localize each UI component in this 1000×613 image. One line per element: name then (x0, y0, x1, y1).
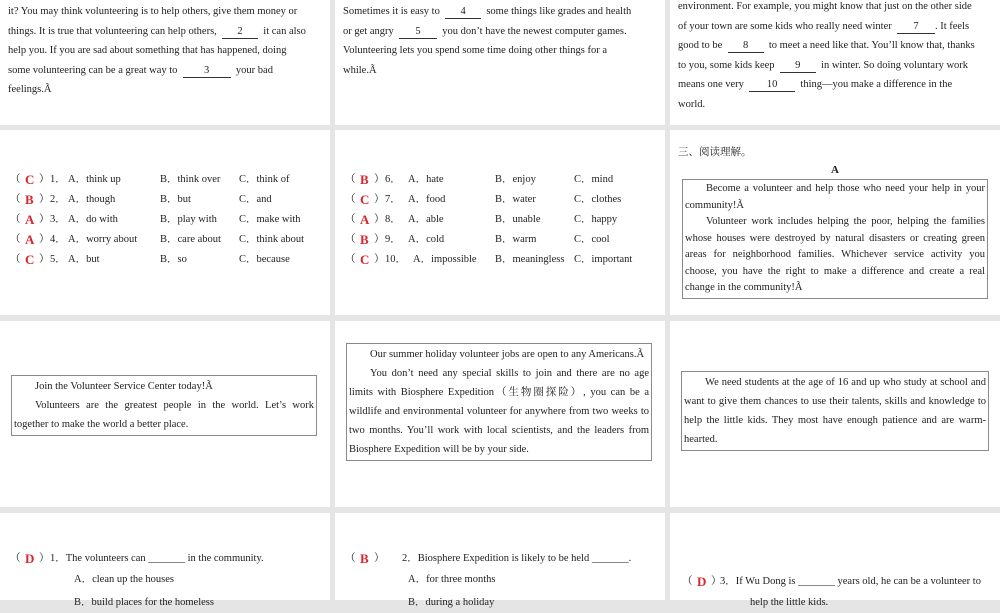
option-c[interactable]: C．mind (574, 174, 614, 185)
blank-9[interactable]: 9 (780, 59, 816, 73)
section-title: 三、阅读理解。 (678, 146, 752, 158)
option-b[interactable]: B．so (160, 254, 187, 265)
question-row: （ A ） 4． A．worry about B．care about C．think about (10, 230, 330, 250)
option-c[interactable]: C．think about (239, 234, 305, 245)
reading-panel-top (670, 130, 1000, 315)
question-text: 2．Biosphere Expedition is likely to be held _______. (402, 553, 632, 564)
cloze-options-panel-left (0, 130, 330, 315)
answer-mark: A (25, 212, 35, 227)
notice-box-2: Join the Volunteer Service Center today!Ã Volunteers are the greatest people in the world. Let’s work together to make the world a better place. (11, 375, 317, 436)
answer-mark: D (25, 551, 35, 566)
question-row: （ B ） 2．Biosphere Expedition is likely to be held _______. (345, 549, 665, 569)
question-text-line2: help the little kids. (750, 597, 829, 608)
option-a[interactable]: A．clean up the houses (74, 574, 175, 585)
option-c[interactable]: C．cool (574, 234, 610, 245)
option-b[interactable]: B．water (495, 194, 536, 205)
answer-mark: C (360, 252, 370, 267)
blank-4[interactable]: 4 (445, 5, 481, 19)
option-a[interactable]: A．worry about (68, 234, 138, 245)
question-row: （ A ） 8． A．able B．unable C．happy (345, 210, 665, 230)
question-panel-3 (670, 513, 1000, 608)
option-a[interactable]: A．though (68, 194, 116, 205)
option-a[interactable]: A．cold (408, 234, 445, 245)
option-c[interactable]: C．think of (239, 174, 290, 185)
option-b[interactable]: B．meaningless (495, 254, 565, 265)
blank-10[interactable]: 10 (749, 78, 795, 92)
passage-panel-1 (0, 0, 330, 125)
option-a[interactable]: A．do with (68, 214, 118, 225)
answer-mark: B (360, 172, 369, 187)
option-c[interactable]: C．make with (239, 214, 301, 225)
option-b[interactable]: B．unable (495, 214, 541, 225)
question-row: （ C ） 1． A．think up B．think over C．think of (10, 170, 330, 190)
option-c[interactable]: C．because (239, 254, 290, 265)
passage-panel-2 (335, 0, 665, 125)
answer-mark: A (25, 232, 35, 247)
option-a[interactable]: A．food (408, 194, 446, 205)
passage-paragraph-1: it? You may think volunteering is to help others, give them money or things. It is true that volunteering can help others, 2 it can also help you. If you are sad about something that has happened, doing some volunteering can be a great way to 3 your bad feelings.Ã (8, 6, 306, 95)
answer-mark: B (360, 232, 369, 247)
notice-panel-mid (335, 321, 665, 507)
blank-8[interactable]: 8 (728, 39, 764, 53)
answer-mark: C (25, 172, 35, 187)
question-row: （ D ） 3．If Wu Dong is _______ years old, he can be a volunteer to (682, 572, 1000, 592)
blank-3[interactable]: 3 (183, 64, 231, 78)
question-row: （ B ） 2． A．though B．but C．and (10, 190, 330, 210)
option-a[interactable]: A．for three months (408, 574, 496, 585)
option-a[interactable]: A．hate (408, 174, 444, 185)
blank-7[interactable]: 7 (897, 20, 935, 34)
option-c[interactable]: C．happy (574, 214, 618, 225)
answer-mark: B (25, 192, 34, 207)
blank-5[interactable]: 5 (399, 25, 437, 39)
cloze-options-panel-mid (335, 130, 665, 315)
option-b[interactable]: B．enjoy (495, 174, 536, 185)
question-row: （ A ） 3． A．do with B．play with C．make with (10, 210, 330, 230)
option-b[interactable]: B．care about (160, 234, 221, 245)
option-a[interactable]: A．able (408, 214, 444, 225)
question-text: 1．The volunteers can _______ in the community. (50, 553, 264, 564)
option-a[interactable]: A．think up (68, 174, 121, 185)
answer-mark: D (697, 574, 707, 589)
question-row: （ B ） 6． A．hate B．enjoy C．mind (345, 170, 665, 190)
option-a[interactable]: A．but (68, 254, 100, 265)
question-row: （ C ） 7． A．food B．water C．clothes (345, 190, 665, 210)
question-row: （ C ） 5． A．but B．so C．because (10, 250, 330, 270)
notice-box-1: Become a volunteer and help those who need your help in your community!Ã Volunteer work includes helping the poor, helping the families whose houses were destroyed by natural disasters or creating green areas for neighborhood families. Whichever service activity you choose, you have the right to make a difference and create a real change in the community!Ã (682, 179, 988, 299)
answer-mark: C (360, 192, 370, 207)
option-c[interactable]: C．clothes (574, 194, 622, 205)
question-text: 3．If Wu Dong is _______ years old, he can be a volunteer to (720, 576, 981, 587)
passage-paragraph-2: Sometimes it is easy to 4 some things like grades and health or get angry 5 you don’t have the newest computer games. Volunteering lets you spend some time doing other things for a while.Ã (343, 6, 632, 76)
question-panel-1 (0, 513, 330, 608)
question-panel-2 (335, 513, 665, 608)
option-b[interactable]: B．warm (495, 234, 537, 245)
option-c[interactable]: C．and (239, 194, 272, 205)
option-b[interactable]: B．during a holiday (408, 597, 495, 608)
option-c[interactable]: C．important (574, 254, 633, 265)
question-row: （ C ） 10． A．impossible B．meaningless C．important (345, 250, 665, 270)
passage-panel-3 (670, 0, 1000, 125)
notice-panel-right (670, 321, 1000, 507)
answer-mark: C (25, 252, 35, 267)
option-a[interactable]: A．impossible (413, 254, 477, 265)
passage-paragraph-3: environment. For example, you might know that just on the other side of your town are some kids who really need winter 7 . It feels good to be 8 to meet a need like that. You’ll know that, thanks to you, some kids keep 9 in winter. So doing voluntary work means one very 10 thing—you make a difference in the world. (678, 1, 975, 110)
option-b[interactable]: B．build places for the homeless (74, 597, 214, 608)
question-row: （ D ） 1．The volunteers can _______ in the community. (10, 549, 330, 569)
notice-box-3: Our summer holiday volunteer jobs are open to any Americans.Ã You don’t need any special skills to join and there are no age limits with Biosphere Expedition（生物圈探险）, you can be a wildlife and environmental volunteer for anywhere from two weeks to two months. You’ll work with local scientists, and the leaders from Biosphere Expedition will be by your side. (346, 343, 652, 461)
notice-panel-left (0, 321, 330, 507)
answer-mark: B (360, 551, 369, 566)
blank-2[interactable]: 2 (222, 25, 258, 39)
question-row: （ B ） 9． A．cold B．warm C．cool (345, 230, 665, 250)
answer-mark: A (360, 212, 370, 227)
option-b[interactable]: B．think over (160, 174, 221, 185)
passage-letter: A (831, 164, 839, 176)
option-b[interactable]: B．but (160, 194, 191, 205)
option-b[interactable]: B．play with (160, 214, 217, 225)
notice-box-4: We need students at the age of 16 and up who study at school and want to give them chances to use their talents, skills and knowledge to help the little kids. They most have enough patience and are warm-hearted. (681, 371, 989, 451)
